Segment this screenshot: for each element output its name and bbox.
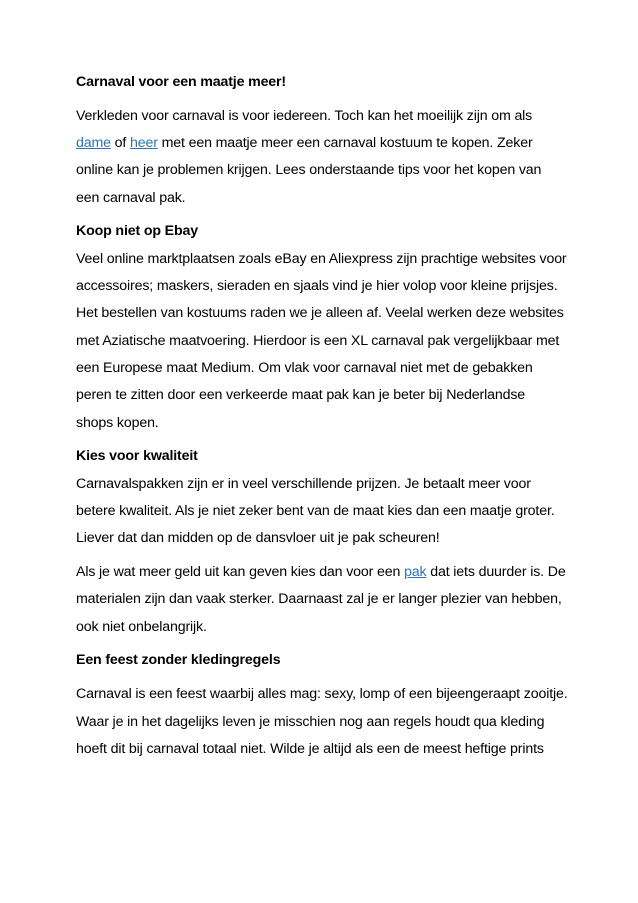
feest-line: Waar je in het dagelijks leven je misschien nog aan regels houdt qua kleding bbox=[76, 713, 545, 730]
kwaliteit-line: Carnavalspakken zijn er in veel verschillende prijzen. Je betaalt meer voor bbox=[76, 475, 531, 492]
ebay-line: accessoires; maskers, sieraden en sjaals vind je hier volop voor kleine prijsjes. bbox=[76, 278, 558, 295]
ebay-line: een Europese maat Medium. Om vlak voor carnaval niet met de gebakken bbox=[76, 359, 533, 376]
document-page bbox=[76, 69, 576, 763]
kwaliteit-para2-line-3: ook niet onbelangrijk. bbox=[76, 618, 207, 635]
link-dame[interactable]: dame bbox=[76, 135, 111, 152]
heading-kwaliteit: Kies voor kwaliteit bbox=[76, 448, 198, 465]
link-pak[interactable]: pak bbox=[404, 564, 427, 581]
intro-line-4: een carnaval pak. bbox=[76, 189, 186, 206]
kwaliteit-para2-line-1 bbox=[76, 559, 576, 586]
ebay-line: Het bestellen van kostuums raden we je alleen af. Veelal werken deze websites bbox=[76, 305, 564, 322]
kwaliteit-line: betere kwaliteit. Als je niet zeker bent van de maat kies dan een maatje groter. bbox=[76, 502, 555, 519]
ebay-line: shops kopen. bbox=[76, 414, 159, 431]
kwaliteit-para2-before: Als je wat meer geld uit kan geven kies dan voor een bbox=[76, 564, 405, 581]
ebay-line: met Aziatische maatvoering. Hierdoor is een XL carnaval pak vergelijkbaar met bbox=[76, 332, 560, 349]
feest-line: Carnaval is een feest waarbij alles mag: sexy, lomp of een bijeengeraapt zooitje. bbox=[76, 686, 568, 703]
intro-of: of bbox=[110, 135, 131, 152]
ebay-line: Veel online marktplaatsen zoals eBay en Aliexpress zijn prachtige websites voor bbox=[76, 250, 567, 267]
intro-line-2-rest: met een maatje meer een carnaval kostuum te kopen. Zeker bbox=[157, 135, 533, 152]
intro-line-2 bbox=[76, 130, 576, 157]
kwaliteit-para2-line-2: materialen zijn dan vaak sterker. Daarnaast zal je er langer plezier van hebben, bbox=[76, 591, 562, 608]
ebay-line: peren te zitten door een verkeerde maat pak kan je beter bij Nederlandse bbox=[76, 387, 525, 404]
link-heer[interactable]: heer bbox=[130, 135, 158, 152]
heading-feest: Een feest zonder kledingregels bbox=[76, 652, 281, 669]
kwaliteit-para2-after: dat iets duurder is. De bbox=[426, 564, 566, 581]
document-title: Carnaval voor een maatje meer! bbox=[76, 74, 286, 90]
intro-line-3: online kan je problemen krijgen. Lees onderstaande tips voor het kopen van bbox=[76, 162, 542, 179]
heading-ebay: Koop niet op Ebay bbox=[76, 223, 198, 240]
feest-line: hoeft dit bij carnaval totaal niet. Wilde je altijd als een de meest heftige prints bbox=[76, 740, 544, 757]
kwaliteit-line: Liever dat dan midden op de dansvloer uit je pak scheuren! bbox=[76, 530, 440, 547]
intro-line-1: Verkleden voor carnaval is voor iedereen. Toch kan het moeilijk zijn om als bbox=[76, 107, 533, 124]
